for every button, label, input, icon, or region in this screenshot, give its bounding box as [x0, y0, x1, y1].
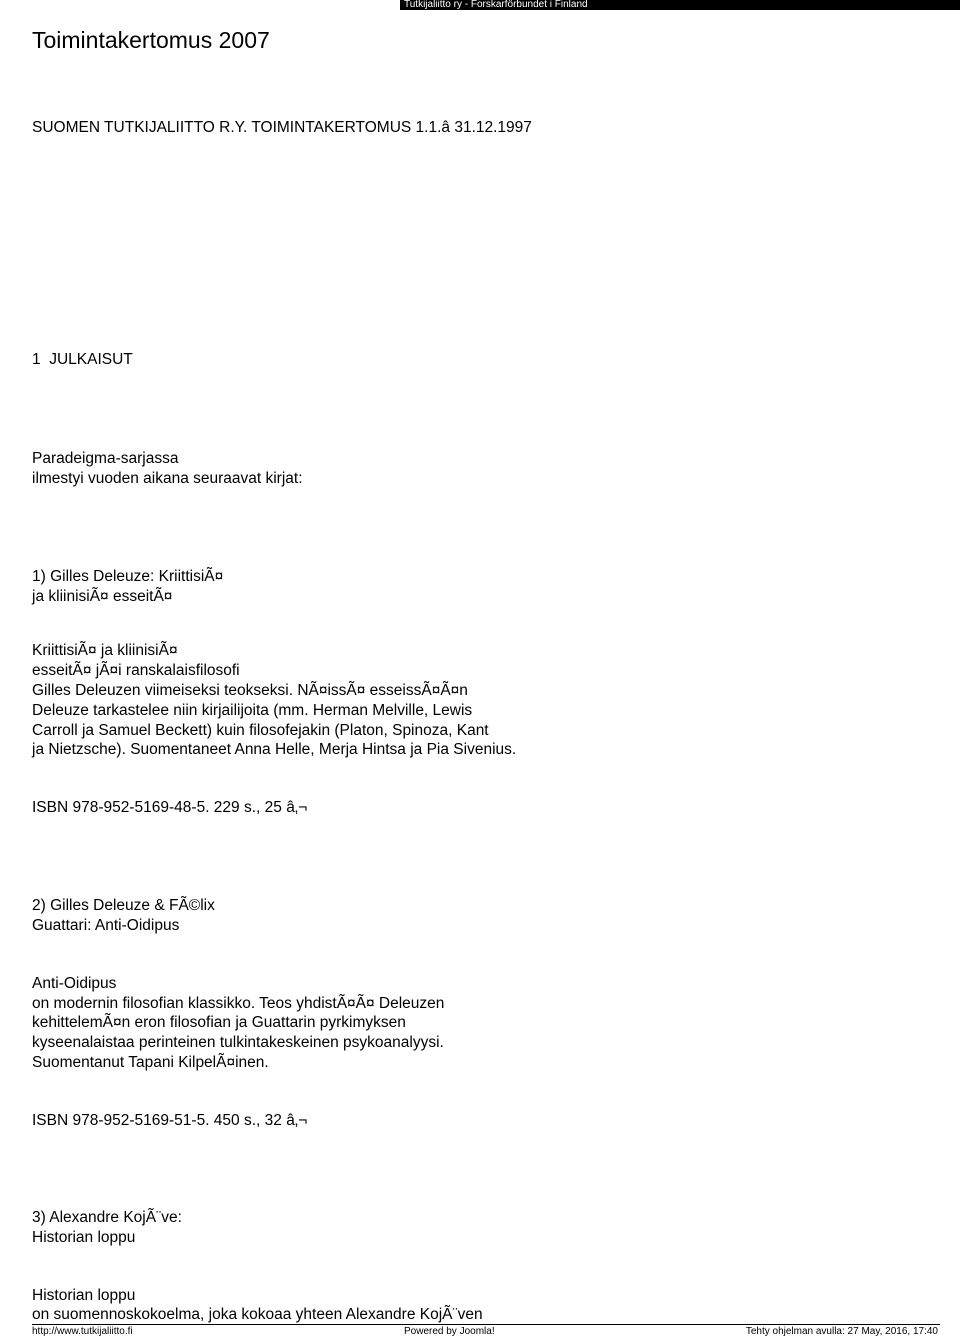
footer-divider — [32, 1324, 940, 1325]
report-subtitle: SUOMEN TUTKIJALIITTO R.Y. TOIMINTAKERTOMUS 1.1.â 31.12.1997 — [32, 119, 532, 136]
book-description-line: on modernin filosofian klassikko. Teos yhdistÃ¤Ã¤ Deleuzen — [32, 995, 445, 1012]
footer-powered-by: Powered by Joomla! — [404, 1326, 495, 1337]
book-description-line: esseitÃ¤ jÃ¤i ranskalaisfilosofi — [32, 662, 240, 679]
book-description-line: ja Nietzsche). Suomentaneet Anna Helle, Merja Hintsa ja Pia Sivenius. — [32, 741, 517, 758]
book-description-line: Deleuze tarkastelee niin kirjailijoita (mm. Herman Melville, Lewis — [32, 702, 473, 719]
book-description-line: Gilles Deleuzen viimeiseksi teokseksi. NÃ¤issÃ¤ esseissÃ¤Ã¤n — [32, 682, 468, 699]
intro-line: ilmestyi vuoden aikana seuraavat kirjat: — [32, 470, 303, 487]
book-title-line: ja kliinisiÃ¤ esseitÃ¤ — [32, 588, 173, 605]
book-description-line: Anti-Oidipus — [32, 975, 117, 992]
book-isbn: ISBN 978-952-5169-48-5. 229 s., 25 â‚¬ — [32, 799, 308, 816]
book-description-line: Carroll ja Samuel Beckett) kuin filosofejakin (Platon, Spinoza, Kant — [32, 722, 489, 739]
book-description-line: Suomentanut Tapani KilpelÃ¤inen. — [32, 1054, 269, 1071]
book-title-line: 1) Gilles Deleuze: KriittisiÃ¤ — [32, 568, 224, 585]
book-description-line: KriittisiÃ¤ ja kliinisiÃ¤ — [32, 642, 178, 659]
book-description-line: on suomennoskokoelma, joka kokoaa yhteen Alexandre KojÃ¨ven — [32, 1306, 483, 1323]
footer-url-link[interactable]: http://www.tutkijaliitto.fi — [32, 1326, 133, 1337]
book-title-line: 2) Gilles Deleuze & FÃ©lix — [32, 897, 215, 914]
footer-generated-date: Tehty ohjelman avulla: 27 May, 2016, 17:40 — [745, 1326, 938, 1337]
site-name: Tutkijaliitto ry - Forskarförbundet i Finland — [404, 0, 588, 10]
book-description-line: kyseenalaistaa perinteinen tulkintakeskeinen psykoanalyysi. — [32, 1034, 444, 1051]
book-title-line: Historian loppu — [32, 1229, 136, 1246]
book-title-line: Guattari: Anti-Oidipus — [32, 917, 180, 934]
section-heading: 1 JULKAISUT — [32, 351, 133, 368]
book-isbn: ISBN 978-952-5169-51-5. 450 s., 32 â‚¬ — [32, 1112, 308, 1129]
book-description-line: Historian loppu — [32, 1287, 136, 1304]
intro-line: Paradeigma-sarjassa — [32, 450, 179, 467]
page-title: Toimintakertomus 2007 — [32, 27, 270, 53]
book-description-line: kehittelemÃ¤n eron filosofian ja Guattarin pyrkimyksen — [32, 1014, 406, 1031]
book-title-line: 3) Alexandre KojÃ¨ve: — [32, 1209, 182, 1226]
